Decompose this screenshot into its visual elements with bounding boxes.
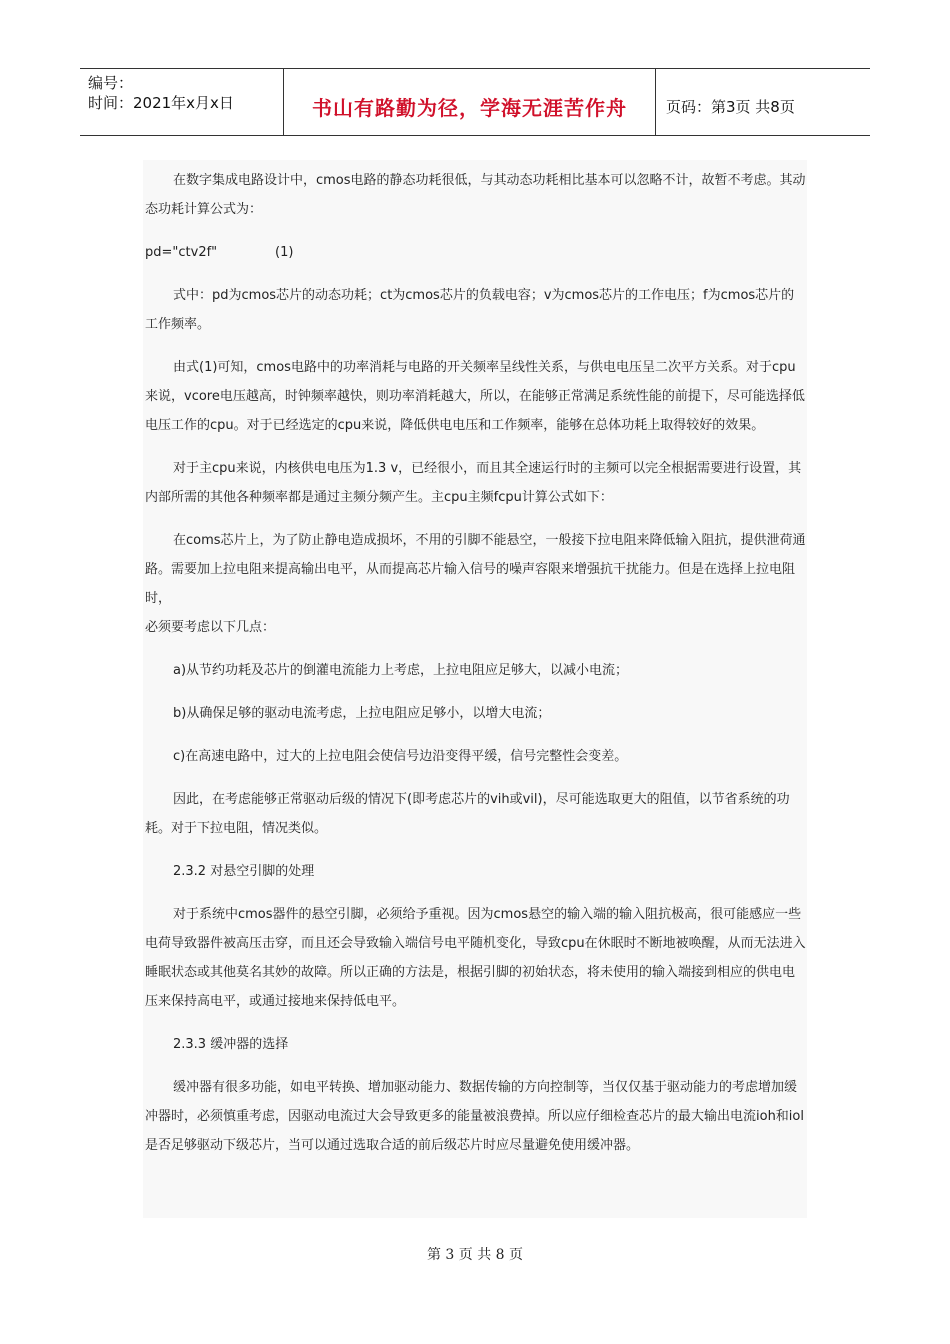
paragraph-pullup-resistor: 在coms芯片上，为了防止静电造成损坏，不用的引脚不能悬空，一般接下拉电阻来降低输入阻抗，提供泄荷通路。需要加上拉电阻来提高输出电平，从而提高芯片输入信号的噪声容限来增强抗干扰能力。但是在选择上拉电阻时， <box>145 533 806 606</box>
paragraph-static-power: 在数字集成电路设计中，cmos电路的静态功耗很低，与其动态功耗相比基本可以忽略不计，故暂不考虑。其动态功耗计算公式为： <box>145 173 806 217</box>
paragraph-resistor-choice: 因此，在考虑能够正常驱动后级的情况下(即考虑芯片的vih或vil)，尽可能选取更大的阻值，以节省系统的功耗。对于下拉电阻，情况类似。 <box>145 792 790 836</box>
header-info <box>80 69 283 135</box>
header-page-number: 页码：第3页 共8页 <box>666 97 795 116</box>
document-body <box>143 160 807 1218</box>
paragraph-formula-terms: 式中：pd为cmos芯片的动态功耗；ct为cmos芯片的负载电容；v为cmos芯片的工作电压；f为cmos芯片的工作频率。 <box>145 288 795 332</box>
paragraph-considerations: 必须要考虑以下几点： <box>145 620 276 635</box>
header-motto: 书山有路勤为径，学海无涯苦作舟 <box>283 69 656 135</box>
section-heading-floating-pins: 2.3.2 对悬空引脚的处理 <box>173 864 315 879</box>
formula-dynamic-power: pd="ctv2f" (1) <box>145 245 294 260</box>
paragraph-main-cpu: 对于主cpu来说，内核供电电压为1.3 v，已经很小，而且其全速运行时的主频可以完全根据需要进行设置，其内部所需的其他各种频率都是通过主频分频产生。主cpu主频fcpu计算公式如下： <box>145 461 802 505</box>
document-number-label: 编号： <box>88 74 134 92</box>
list-item-b: b)从确保足够的驱动电流考虑，上拉电阻应足够小，以增大电流； <box>173 706 551 721</box>
paragraph-power-relation: 由式(1)可知，cmos电路中的功率消耗与电路的开关频率呈线性关系，与供电电压呈二次平方关系。对于cpu来说，vcore电压越高，时钟频率越快，则功率消耗越大，所以，在能够正常满足系统性能的前提下，尽可能选择低电压工作的cpu。对于已经选定的cpu来说，降低供电电压和工作频率，能够在总体功耗上取得较好的效果。 <box>145 360 805 433</box>
section-heading-buffer: 2.3.3 缓冲器的选择 <box>173 1037 289 1052</box>
paragraph-floating-pins: 对于系统中cmos器件的悬空引脚，必须给予重视。因为cmos悬空的输入端的输入阻抗极高，很可能感应一些电荷导致器件被高压击穿，而且还会导致输入端信号电平随机变化，导致cpu在休眠时不断地被唤醒，从而无法进入睡眠状态或其他莫名其妙的故障。所以正确的方法是，根据引脚的初始状态，将未使用的输入端接到相应的供电电压来保持高电平，或通过接地来保持低电平。 <box>145 907 806 1009</box>
page-header <box>80 68 870 136</box>
document-date-label: 时间：2021年x月x日 <box>88 94 234 112</box>
paragraph-buffer: 缓冲器有很多功能，如电平转换、增加驱动能力、数据传输的方向控制等，当仅仅基于驱动能力的考虑增加缓冲器时，必须慎重考虑，因驱动电流过大会导致更多的能量被浪费掉。所以应仔细检查芯片的最大输出电流ioh和iol是否足够驱动下级芯片，当可以通过选取合适的前后级芯片时应尽量避免使用缓冲器。 <box>145 1080 804 1153</box>
list-item-a: a)从节约功耗及芯片的倒灌电流能力上考虑，上拉电阻应足够大，以减小电流； <box>173 663 629 678</box>
page-footer: 第 3 页 共 8 页 <box>426 1247 524 1263</box>
list-item-c: c)在高速电路中，过大的上拉电阻会使信号边沿变得平缓，信号完整性会变差。 <box>173 749 628 764</box>
